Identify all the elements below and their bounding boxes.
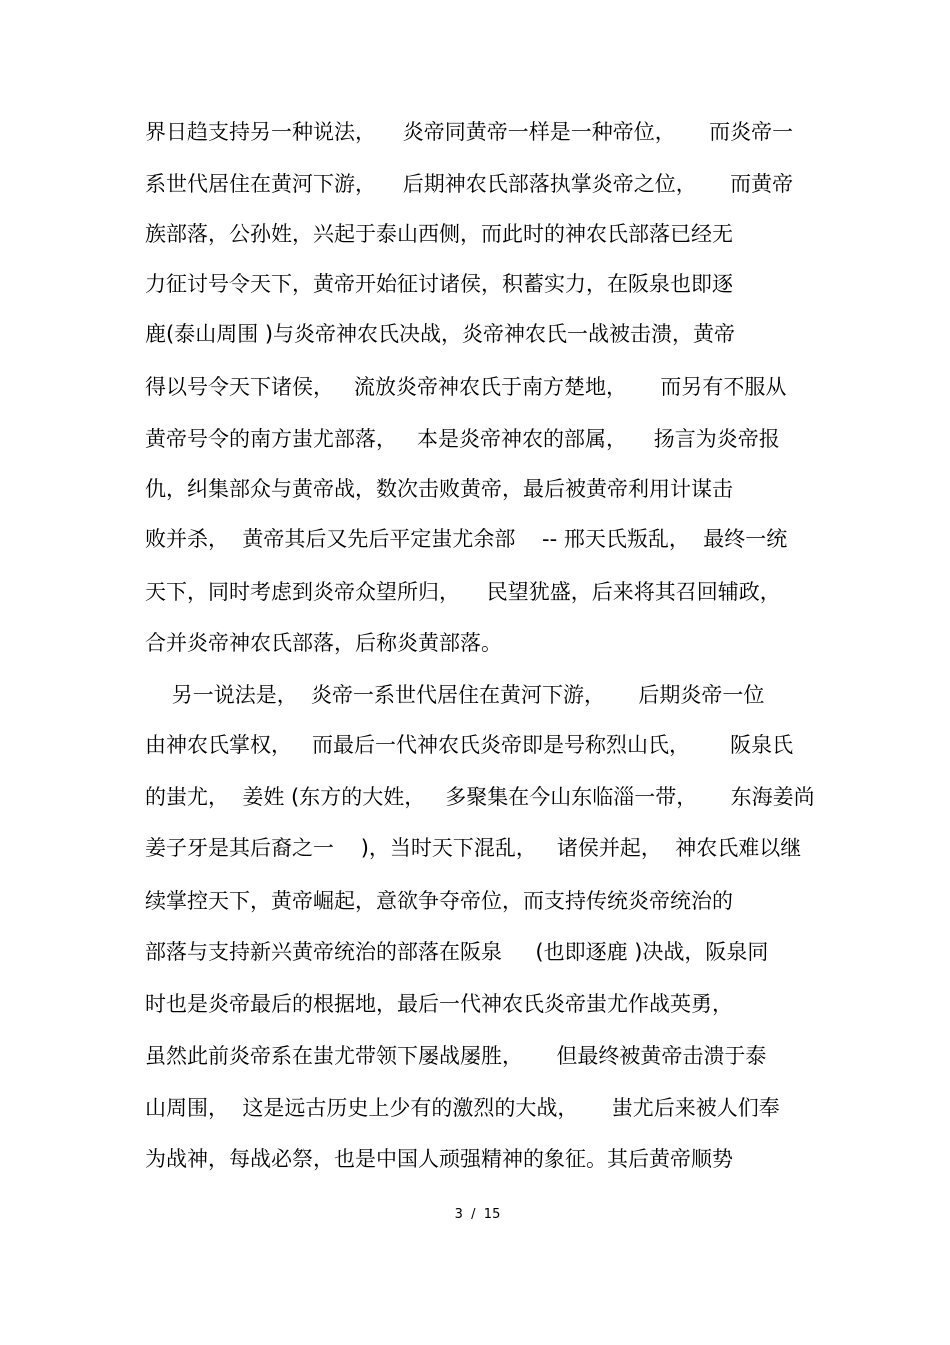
text-line: 系世代居住在黄河下游， 后期神农氏部落执掌炎帝之位， 而黄帝 — [145, 172, 794, 196]
text-line: 力征讨号令天下，黄帝开始征讨诸侯，积蓄实力，在阪泉也即逐 — [145, 272, 733, 296]
text-line: 族部落，公孙姓，兴起于泰山西侧，而此时的神农氏部落已经无 — [145, 222, 733, 246]
text-line: 姜子牙是其后裔之一 )，当时天下混乱， 诸侯并起， 神农氏难以继 — [145, 836, 802, 860]
text-line: 时也是炎帝最后的根据地，最后一代神农氏炎帝蚩尤作战英勇， — [145, 992, 733, 1016]
text-line: 部落与支持新兴黄帝统治的部落在阪泉 (也即逐鹿 )决战，阪泉同 — [145, 940, 769, 964]
text-line: 鹿(泰山周围 )与炎帝神农氏决战，炎帝神农氏一战被击溃，黄帝 — [145, 322, 736, 346]
text-line: 另一说法是， 炎帝一系世代居住在黄河下游， 后期炎帝一位 — [145, 683, 765, 707]
text-line: 虽然此前炎帝系在蚩尤带领下屡战屡胜， 但最终被黄帝击溃于泰 — [145, 1044, 767, 1068]
text-line: 合并炎帝神农氏部落，后称炎黄部落。 — [145, 631, 502, 655]
text-line: 的蚩尤， 姜姓 (东方的大姓， 多聚集在今山东临淄一带， 东海姜尚 — [145, 785, 815, 809]
text-line: 由神农氏掌权， 而最后一代神农氏炎帝即是号称烈山氏， 阪泉氏 — [145, 733, 794, 757]
text-line: 山周围， 这是远古历史上少有的激烈的大战， 蚩尤后来被人们奉 — [145, 1096, 780, 1120]
text-line: 黄帝号令的南方蚩尤部落， 本是炎帝神农的部属， 扬言为炎帝报 — [145, 427, 780, 451]
text-line: 仇，纠集部众与黄帝战，数次击败黄帝，最后被黄帝利用计谋击 — [145, 477, 733, 501]
text-line: 败并杀， 黄帝其后又先后平定蚩尤余部 -- 邢天氏叛乱， 最终一统 — [145, 527, 788, 551]
text-line: 续掌控天下，黄帝崛起，意欲争夺帝位，而支持传统炎帝统治的 — [145, 889, 733, 913]
text-line: 天下，同时考虑到炎帝众望所归， 民望犹盛，后来将其召回辅政， — [145, 580, 781, 604]
text-line: 为战神，每战必祭，也是中国人顽强精神的象征。其后黄帝顺势 — [145, 1147, 733, 1171]
text-line: 界日趋支持另一种说法， 炎帝同黄帝一样是一种帝位， 而炎帝一 — [145, 120, 794, 144]
text-line: 得以号令天下诸侯， 流放炎帝神农氏于南方楚地， 而另有不服从 — [145, 375, 787, 399]
page-number: 3 / 15 — [454, 1207, 501, 1222]
